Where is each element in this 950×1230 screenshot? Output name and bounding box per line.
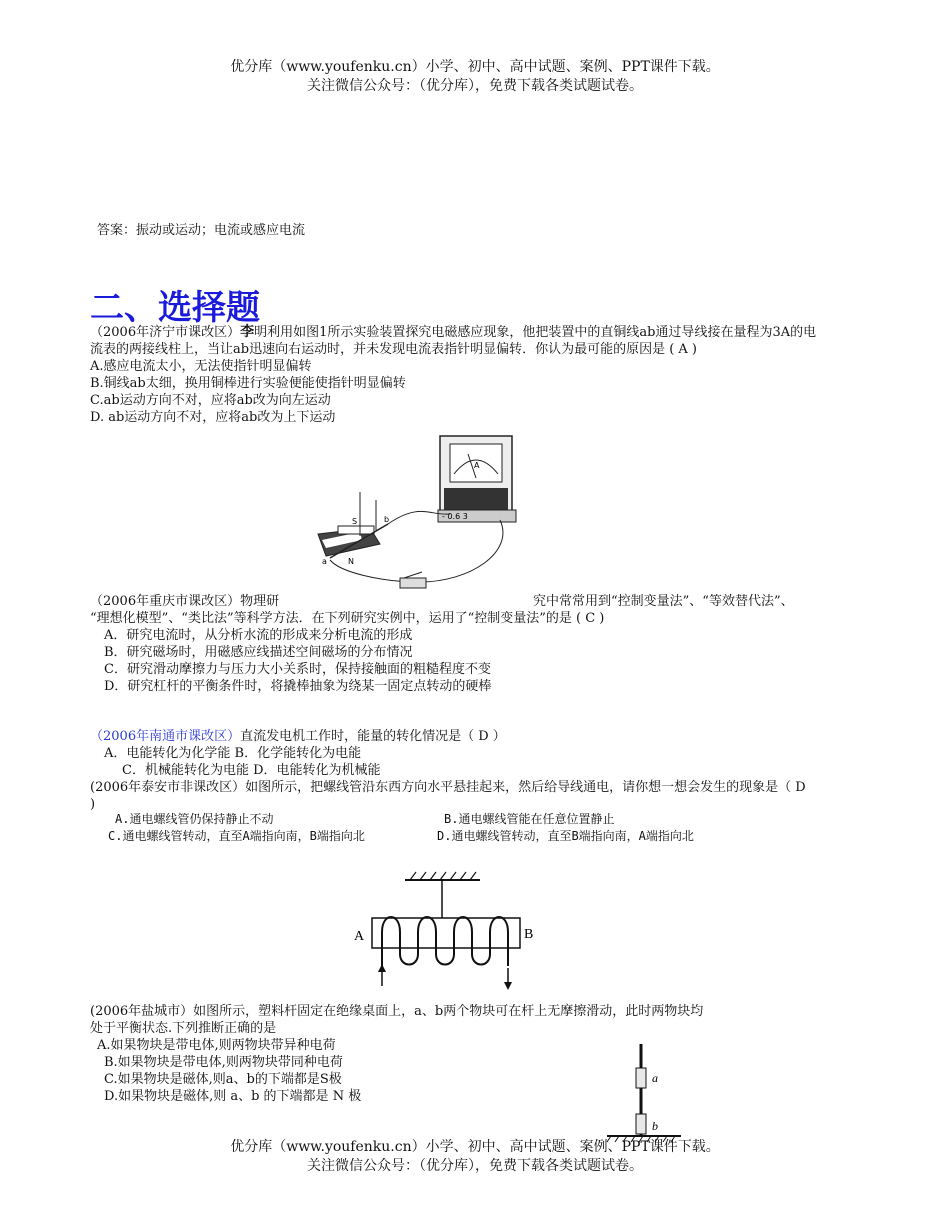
header-line-2: 关注微信公众号：（优分库），免费下载各类试题试卷。 bbox=[307, 78, 643, 94]
q1-name: 李 bbox=[240, 324, 255, 340]
q2-line-2: “理想化模型”、“类比法”等科学方法．在下列研究实例中，运用了“控制变量法”的是 ( C ) bbox=[90, 611, 605, 626]
q2-option-d: D．研究杠杆的平衡条件时，将撬棒抽象为绕某一固定点转动的硬棒 bbox=[104, 679, 492, 694]
rod-a-label: a bbox=[322, 557, 327, 566]
q4-option-d: D.通电螺线管转动，直至B端指向南，A端指向北 bbox=[437, 829, 694, 843]
q5-option-b: B.如果物块是带电体,则两物块带同种电荷 bbox=[104, 1055, 343, 1070]
q3-options-row-2: C．机械能转化为电能 D．电能转化为机械能 bbox=[122, 763, 381, 778]
q4-line-2: ) bbox=[90, 797, 96, 812]
q1-option-d: D. ab运动方向不对，应将ab改为上下运动 bbox=[90, 410, 336, 425]
ammeter-terminal-labels: - 0.6 3 bbox=[442, 512, 468, 521]
q2-option-a: A．研究电流时，从分析水流的形成来分析电流的形成 bbox=[104, 628, 413, 643]
q4-solenoid-figure bbox=[350, 868, 550, 990]
q1-source: （2006年济宁市课改区） bbox=[90, 325, 241, 340]
q1-option-b: B.铜线ab太细，换用铜棒进行实验便能使指针明显偏转 bbox=[90, 376, 406, 391]
q2-option-c: C．研究滑动摩擦力与压力大小关系时，保持接触面的粗糙程度不变 bbox=[104, 662, 491, 677]
block-a-label: a bbox=[652, 1071, 658, 1085]
q4-line-1: (2006年泰安市非课改区）如图所示，把螺线管沿东西方向水平悬挂起来，然后给导线通电，请你想一想会发生的现象是（ D bbox=[90, 780, 806, 795]
footer-line-1: 优分库（www.youfenku.cn）小学、初中、高中试题、案例、PPT课件下载。 bbox=[230, 1139, 720, 1155]
ammeter-label: A bbox=[474, 461, 480, 470]
section-title: 二、选择题 bbox=[90, 288, 260, 328]
magnet-n-label: N bbox=[348, 557, 354, 566]
q3-source: （2006年南通市课改区） bbox=[90, 729, 241, 744]
q5-rod-blocks-figure bbox=[605, 1040, 685, 1144]
q4-option-c: C.通电螺线管转动，直至A端指向南，B端指向北 bbox=[108, 829, 365, 843]
q4-option-b: B.通电螺线管能在任意位置静止 bbox=[444, 812, 615, 826]
q5-line-2: 处于平衡状态.下列推断正确的是 bbox=[90, 1021, 277, 1036]
q2-option-b: B．研究磁场时，用磁感应线描述空间磁场的分布情况 bbox=[104, 645, 413, 660]
q1-induction-apparatus-figure bbox=[300, 432, 530, 600]
solenoid-end-a-label: A bbox=[354, 929, 365, 944]
block-b-label: b bbox=[652, 1119, 658, 1133]
q1-line-1 bbox=[90, 324, 816, 341]
magnet-s-label: S bbox=[352, 517, 358, 526]
q2-line-1-left: （2006年重庆市课改区）物理研 bbox=[90, 594, 280, 609]
q3-options-row-1: A．电能转化为化学能 B．化学能转化为电能 bbox=[104, 746, 362, 761]
q1-line-2: 流表的两接线柱上，当让ab迅速向右运动时，并未发现电流表指针明显偏转．你认为最可能的原因是 ( A ) bbox=[90, 342, 698, 357]
q5-line-1: (2006年盐城市）如图所示，塑料杆固定在绝缘桌面上，a、b两个物块可在杆上无摩擦滑动，此时两物块均 bbox=[90, 1004, 704, 1019]
footer-line-2: 关注微信公众号：（优分库），免费下载各类试题试卷。 bbox=[307, 1158, 643, 1174]
answer-line: 答案：振动或运动；电流或感应电流 bbox=[97, 223, 306, 238]
q5-option-d: D.如果物块是磁体,则 a、b 的下端都是 N 极 bbox=[104, 1089, 362, 1104]
header-line-1: 优分库（www.youfenku.cn）小学、初中、高中试题、案例、PPT课件下载。 bbox=[230, 59, 720, 75]
q3-stem: 直流发电机工作时，能量的转化情况是（ D ） bbox=[240, 729, 506, 744]
q5-option-a: A.如果物块是带电体,则两物块带异种电荷 bbox=[97, 1038, 336, 1053]
solenoid-end-b-label: B bbox=[524, 927, 534, 942]
rod-b-label: b bbox=[384, 515, 390, 524]
q1-option-a: A.感应电流太小，无法使指针明显偏转 bbox=[90, 359, 312, 374]
q4-option-a: A.通电螺线管仍保持静止不动 bbox=[115, 812, 274, 826]
q1-stem: 明利用如图1所示实验装置探究电磁感应现象，他把装置中的直铜线ab通过导线接在量程为3A的电 bbox=[254, 325, 817, 340]
q2-line-1-right: 究中常常用到“控制变量法”、“等效替代法”、 bbox=[533, 594, 794, 609]
q1-option-c: C.ab运动方向不对，应将ab改为向左运动 bbox=[90, 393, 331, 408]
q3-line-1 bbox=[90, 728, 506, 745]
q5-option-c: C.如果物块是磁体,则a、b的下端都是S极 bbox=[104, 1072, 342, 1087]
